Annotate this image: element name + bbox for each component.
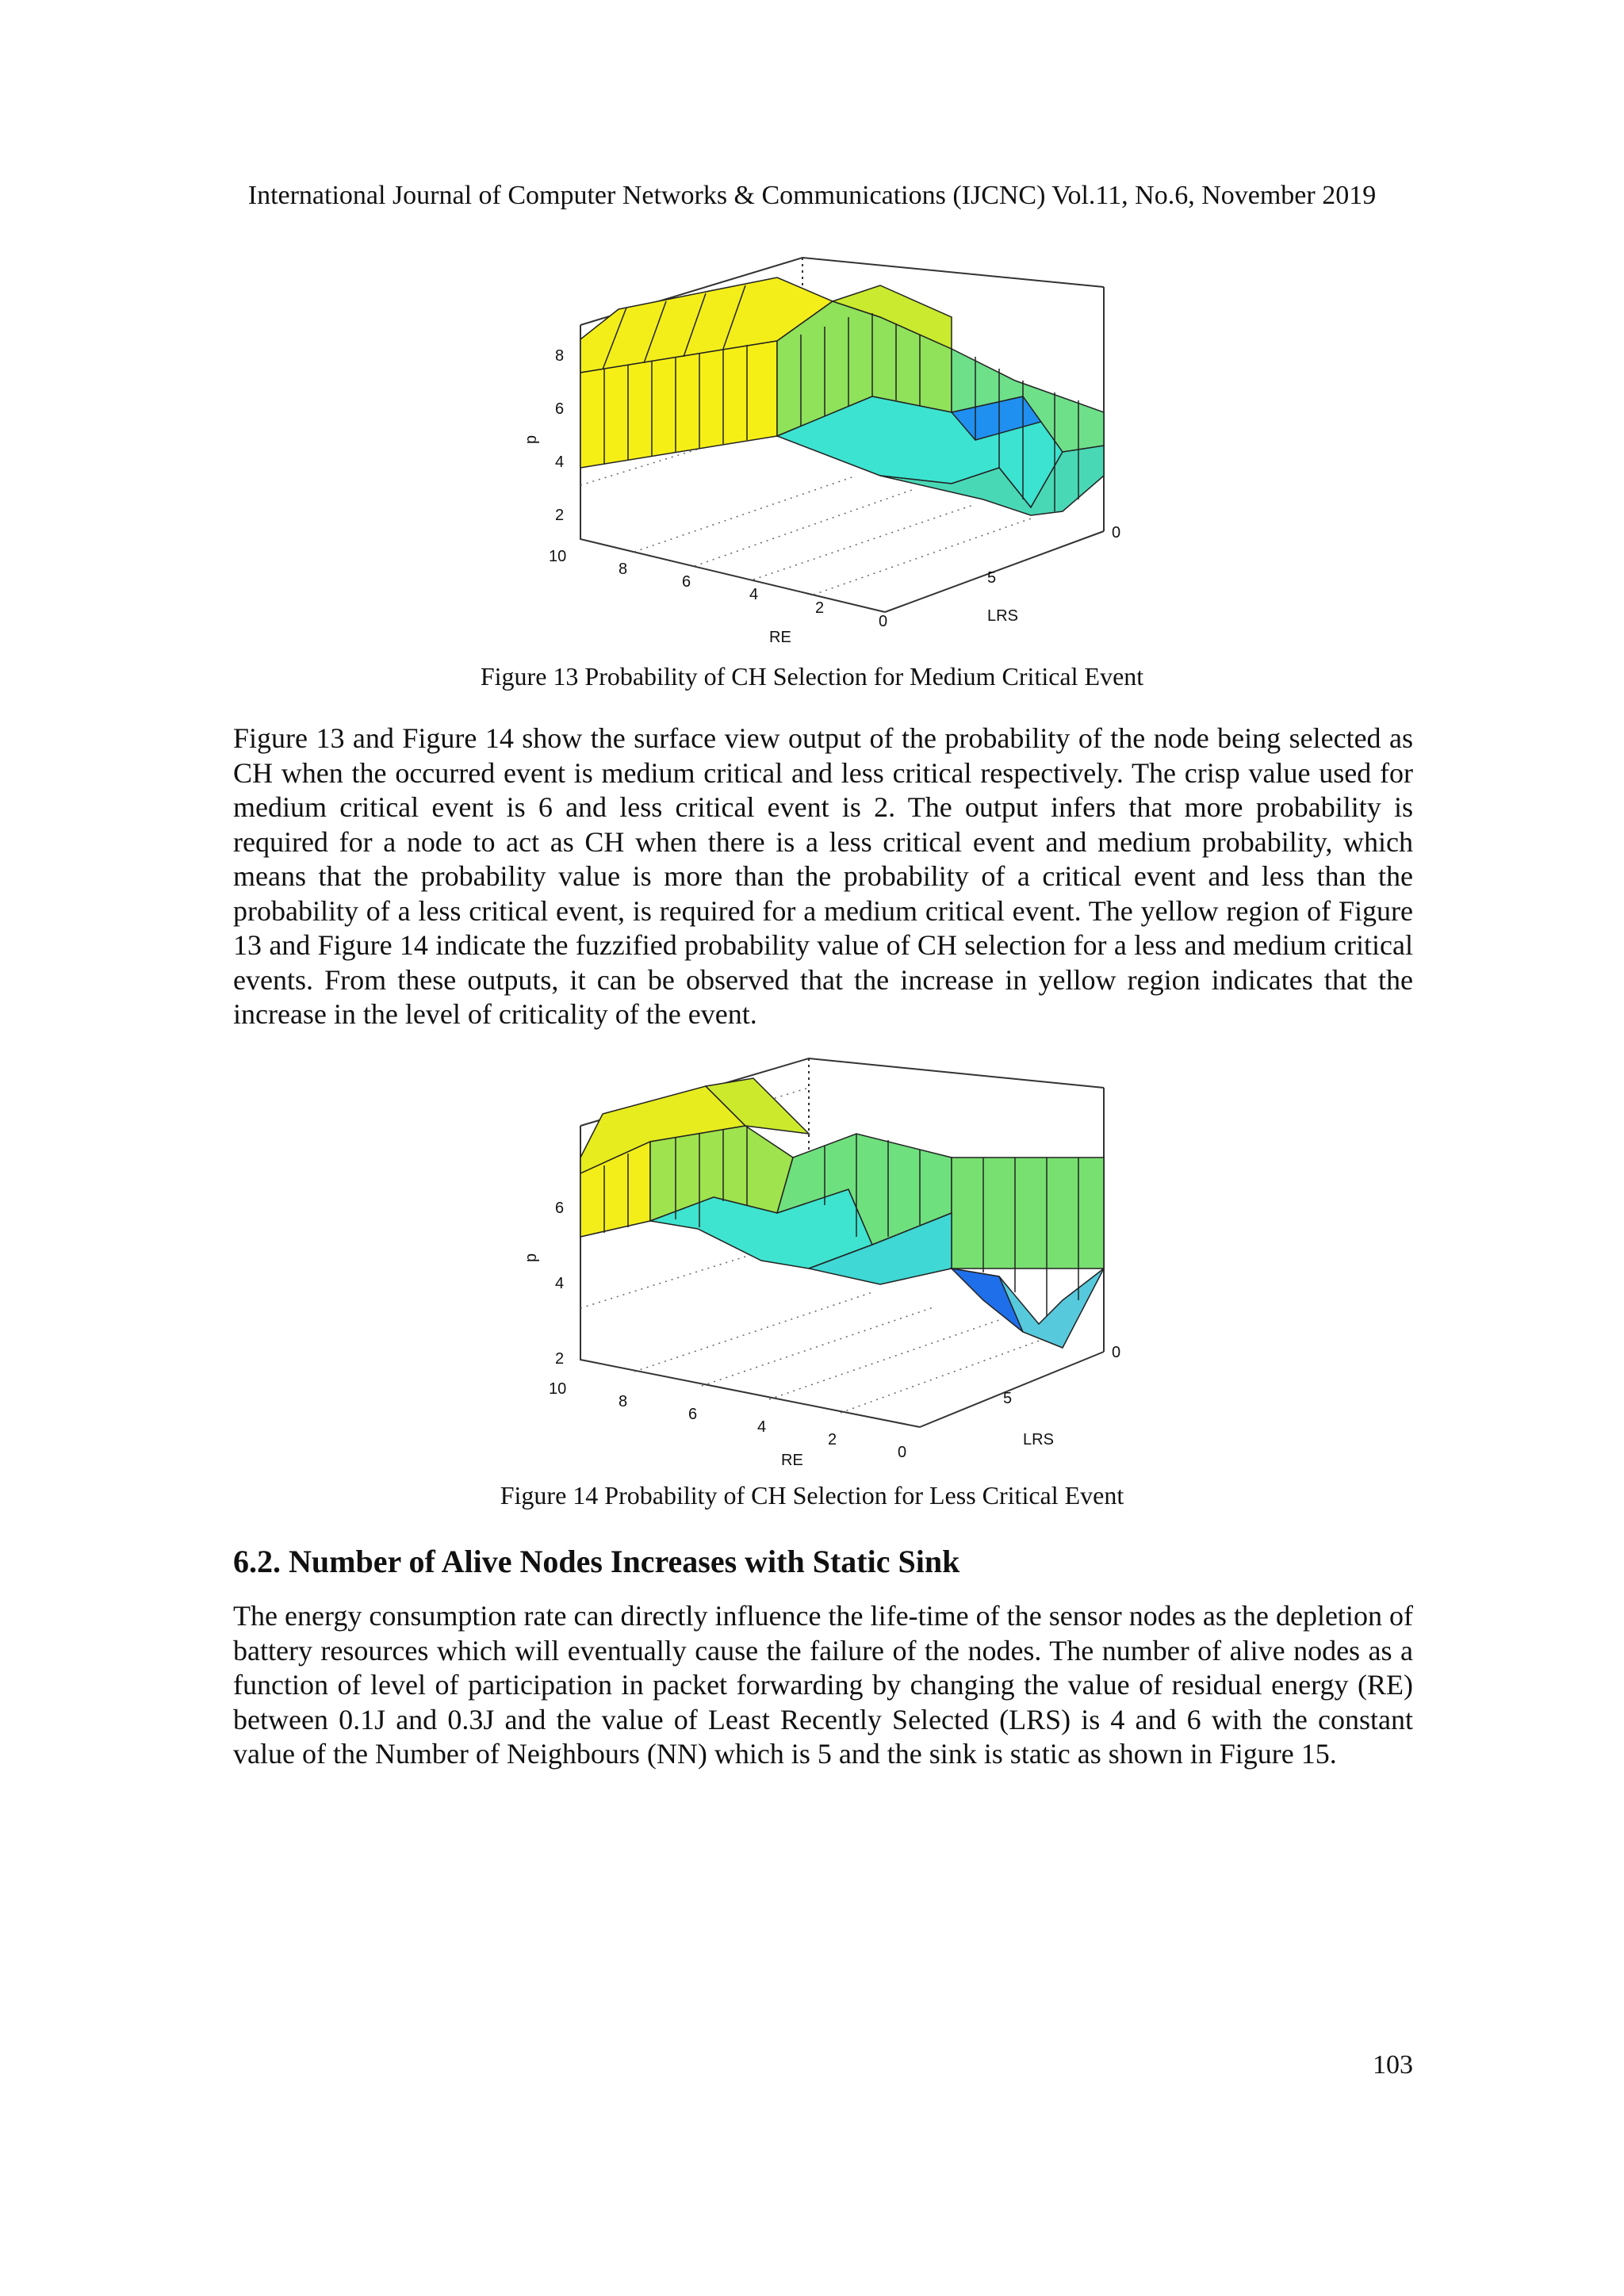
fig14-x-tick: 6 [688, 1406, 698, 1423]
fig13-x-tick: 2 [815, 599, 825, 617]
body-paragraph-1: Figure 13 and Figure 14 show the surface view output of the probability of the node being selected as CH when the occurred event is medium critical and less critical respectively. The crisp value used for medium critical event is 6 and less critical event is 2. The output infers that more probability is required for a node to act as CH when there is a less critical event and medium probability, which means that the probability value is more than the probability of a critical event and less than the probability of a less critical event, is required for a medium critical event. The yellow region of Figure 13 and Figure 14 indicate the fuzzified probability value of CH selection for a less and medium critical events. From these outputs, it can be observed that the increase in yellow region indicates that the increase in the level of criticality of the event. [233, 722, 1413, 1030]
fig14-x-tick: 10 [549, 1380, 567, 1398]
fig13-z-tick: 4 [555, 453, 565, 471]
body-paragraph-2: The energy consumption rate can directly influence the life-time of the sensor nodes as the depletion of battery resources which will eventually cause the failure of the nodes. The number of alive nodes as a function of level of participation in packet forwarding by changing the value of residual energy (RE) between 0.1J and 0.3J and the value of Least Recently Selected (LRS) is 4 and 6 with the constant value of the Number of Neighbours (NN) which is 5 and the sink is static as shown in Figure 15. [233, 1600, 1413, 1770]
fig14-x-tick: 8 [619, 1393, 628, 1410]
fig13-x-tick: 8 [619, 561, 628, 578]
fig14-surface [580, 1078, 1104, 1348]
fig14-x-tick: 2 [828, 1431, 837, 1448]
fig13-x-tick: 10 [549, 548, 567, 565]
fig13-y-tick: 0 [1112, 524, 1121, 541]
figure-13-surface-plot [508, 238, 1158, 650]
fig14-z-tick: 6 [555, 1200, 565, 1217]
fig13-z-label: p [523, 434, 540, 444]
fig13-z-tick: 6 [555, 400, 565, 418]
fig14-x-tick: 0 [898, 1444, 907, 1461]
figure-13-caption: Figure 13 Probability of CH Selection for Medium Critical Event [480, 662, 1144, 691]
figure-14-surface-plot [508, 1039, 1158, 1467]
fig14-z-tick: 4 [555, 1275, 565, 1292]
journal-header: International Journal of Computer Networks & Communications (IJCNC) Vol.11, No.6, November 2019 [247, 181, 1377, 210]
fig13-x-tick: 0 [879, 613, 888, 630]
fig13-x-tick: 6 [682, 573, 691, 591]
figure-14-caption: Figure 14 Probability of CH Selection for Less Critical Event [500, 1481, 1124, 1510]
fig13-z-tick: 8 [555, 347, 565, 365]
fig14-x-label: RE [781, 1452, 803, 1467]
fig13-x-label: RE [769, 629, 791, 646]
fig14-x-tick: 4 [757, 1418, 767, 1436]
fig13-y-tick: 5 [987, 569, 997, 587]
page-number: 103 [1373, 2050, 1413, 2080]
fig14-y-label: LRS [1023, 1431, 1054, 1448]
figure-13 [508, 238, 1158, 650]
figure-14 [508, 1039, 1158, 1467]
fig14-y-tick: 5 [1003, 1390, 1013, 1407]
fig14-z-tick: 2 [555, 1350, 565, 1368]
fig13-x-tick: 4 [749, 586, 759, 603]
fig13-y-label: LRS [987, 607, 1018, 625]
fig14-z-label: p [523, 1253, 540, 1262]
fig13-surface [580, 277, 1104, 515]
fig14-y-tick: 0 [1112, 1344, 1121, 1361]
fig13-z-tick: 2 [555, 507, 565, 524]
section-title: 6.2. Number of Alive Nodes Increases with Static Sink [233, 1544, 960, 1579]
